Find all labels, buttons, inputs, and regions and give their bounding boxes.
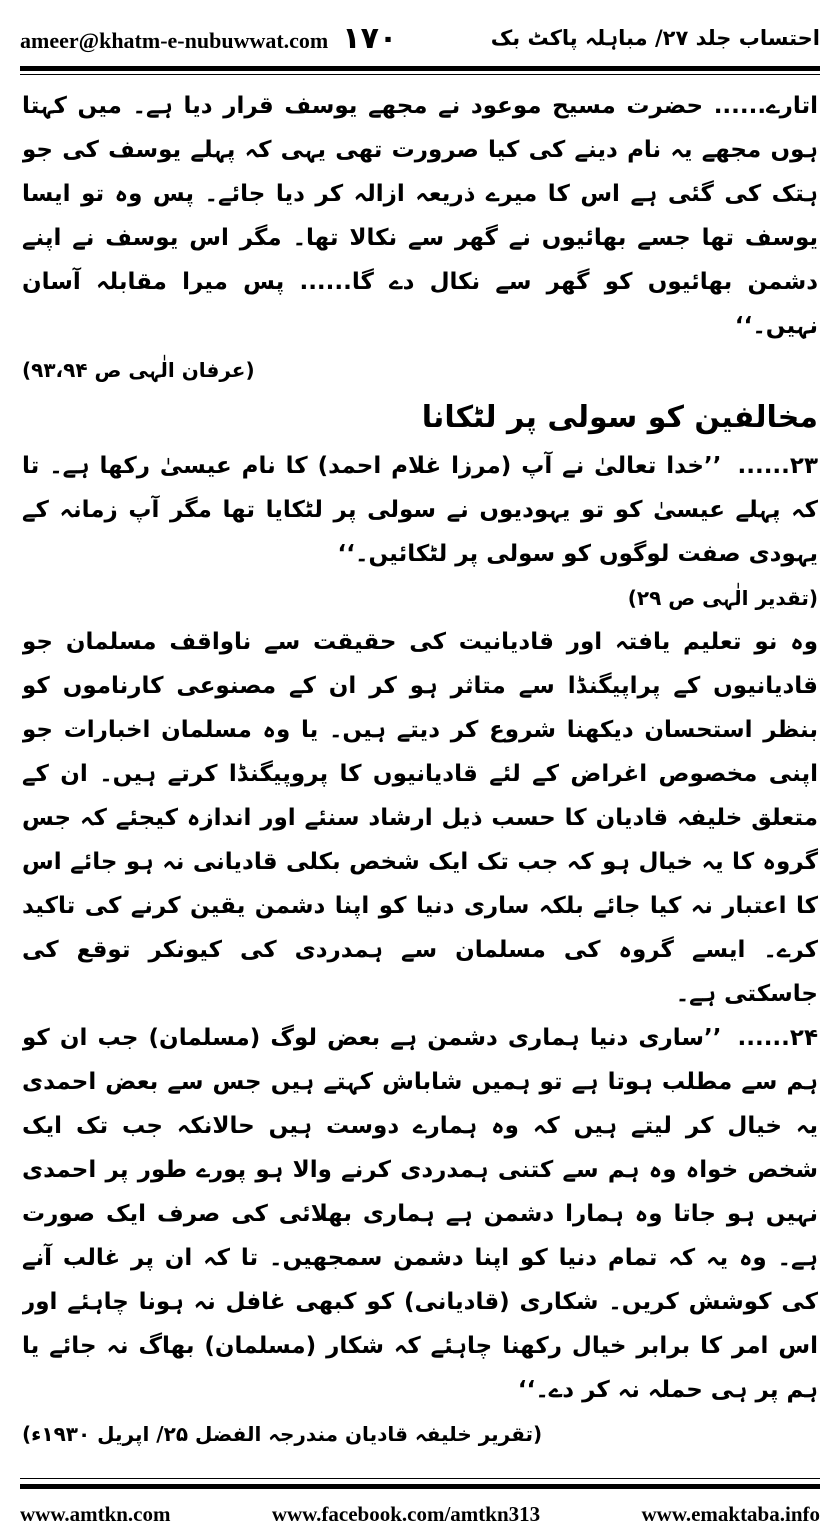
reference-1: (عرفان الٰہی ص ۹۳،۹۴) [22,358,255,382]
quote-23 [22,444,818,576]
header-email: ameer@khatm-e-nubuwwat.com [20,27,329,53]
reference-2: (تقدیر الٰہی ص ۲۹) [627,586,818,610]
book-title: احتساب جلد ۲۷/ مباہلہ پاکٹ بک [490,26,820,50]
quote-24 [22,1016,818,1412]
quote-24-text: ’’ساری دنیا ہماری دشمن ہے بعض لوگ (مسلمان) جب ان کو ہم سے مطلب ہوتا ہے تو ہمیں شاباش کہتے ہیں جس سے بعض احمدی یہ خیال کر لیتے ہیں کہ وہ ہمارے دوست ہیں حالانکہ جب تک ایک شخص خواہ وہ ہم سے کتنی ہمدردی کرنے والا ہو پورے طور پر احمدی نہیں ہو جاتا وہ ہمارا دشمن ہے ہماری بھلائی کی صرف ایک صورت ہے۔ وہ یہ کہ تمام دنیا کو اپنا دشمن سمجھیں۔ تا کہ ان پر غالب آنے کی کوشش کریں۔ شکاری (قادیانی) کو کبھی غافل نہ ہونا چاہئے اور اس امر کا برابر خیال رکھنا چاہئے کہ شکار (مسلمان) بھاگ نہ جائے یا ہم پر ہی حملہ نہ کر دے۔‘‘ [22,1025,818,1403]
quote-25 [22,1456,818,1466]
header-rule-thick [20,66,820,71]
quote-23-text: ’’خدا تعالیٰ نے آپ (مرزا غلام احمد) کا نام عیسیٰ رکھا ہے۔ تا کہ پہلے عیسیٰ کو تو یہودیوں نے سولی پر لٹکایا تھا مگر آپ زمانہ کے یہودی صفت لوگوں کو سولی پر لٹکائیں۔‘‘ [22,453,818,567]
paragraph-1: اتارے...... حضرت مسیح موعود نے مجھے یوسف قرار دیا ہے۔ میں کہتا ہوں مجھے یہ نام دینے کی کیا صرورت تھی یہی کہ پہلے یوسف کی جو ہتک کی گئی ہے اس کا میرے ذریعہ ازالہ کر دیا جائے۔ پس وہ تو ایسا یوسف تھا جسے بھائیوں نے گھر سے نکالا تھا۔ مگر اس یوسف نے اپنے دشمن بھائیوں کو گھر سے نکال دے گا...... پس میرا مقابلہ آسان نہیں۔‘‘ [22,93,818,339]
page-header [20,18,820,58]
section-heading: مخالفین کو سولی پر لٹکانا [421,400,818,435]
page-number: ۱۷۰ [342,20,398,56]
page-body [22,84,818,1466]
quote-25-number [737,1456,818,1466]
page-footer [20,1494,820,1534]
footer-rule-thin [20,1478,820,1479]
paragraph-2: وہ نو تعلیم یافتہ اور قادیانیت کی حقیقت سے ناواقف مسلمان جو قادیانیوں کے پراپیگنڈا سے متاثر ہو کر ان کے مصنوعی کارناموں کو بنظر استحسان دیکھنا شروع کر دیتے ہیں۔ یا وہ مسلمان اخبارات جو اپنی مخصوص اغراض کے لئے قادیانیوں کا پروپیگنڈا کرتے ہیں۔ ان کے متعلق خلیفہ قادیان کا حسب ذیل ارشاد سنئے اور اندازہ کیجئے کہ جس گروہ کا یہ خیال ہو کہ جب تک ایک شخص بکلی قادیانی نہ ہو جائے اس کا اعتبار نہ کیا جائے بلکہ ساری دنیا کو اپنا دشمن یقین کرنے کی تاکید کرے۔ ایسے گروہ کی مسلمان سے ہمدردی کی کیونکر توقع کی جاسکتی ہے۔ [22,629,818,1007]
footer-rule-thick [20,1484,820,1489]
header-left [20,21,397,56]
reference-3: (تقریر خلیفہ قادیان مندرجہ الفضل ۲۵/ اپریل ۱۹۳۰ء) [22,1422,543,1446]
header-rule-thin [20,74,820,75]
quote-25-text [22,1465,818,1466]
quote-24-number: ۲۴...... [737,1025,818,1051]
quote-23-number: ۲۳...... [737,453,818,479]
footer-site-3: www.emaktaba.info [641,1501,820,1526]
footer-site-2: www.facebook.com/amtkn313 [271,1501,541,1526]
footer-site-1: www.amtkn.com [20,1501,171,1526]
